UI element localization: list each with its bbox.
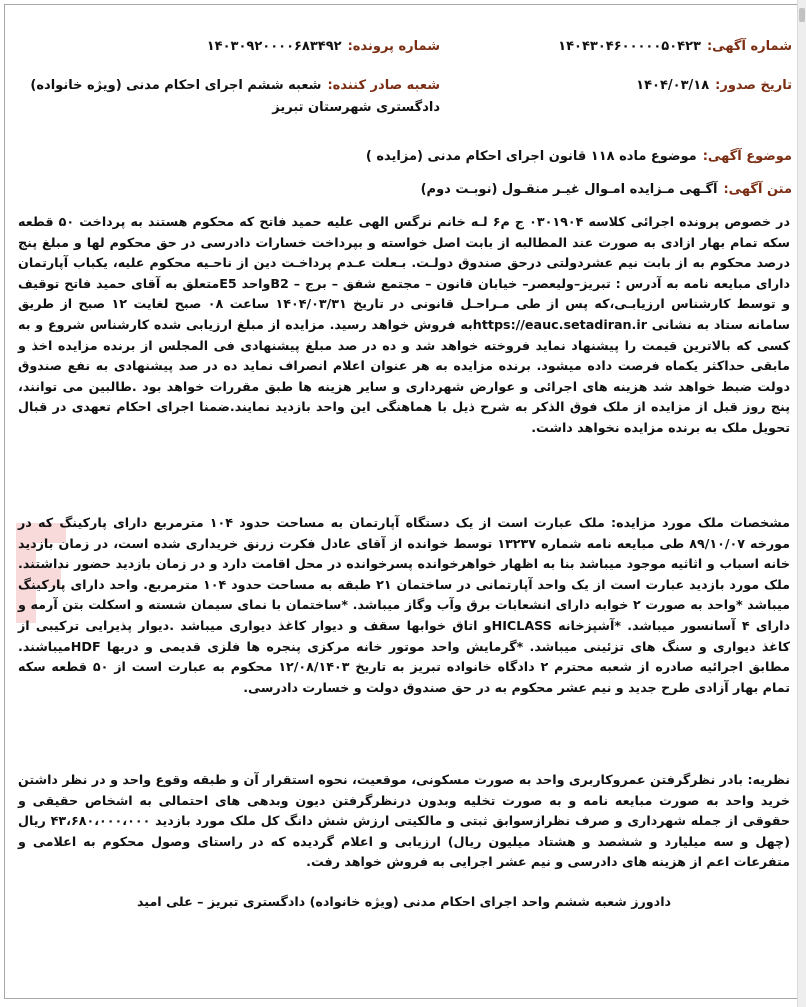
case-number xyxy=(207,37,440,57)
issuer-label: شعبه صادر کننده: xyxy=(327,78,440,93)
vertical-scrollbar[interactable] xyxy=(797,0,806,1007)
ad-number-label: شماره آگهی: xyxy=(706,39,792,54)
body-title-label: متن آگهی: xyxy=(723,182,792,197)
auction-paragraph xyxy=(18,212,790,439)
ad-number xyxy=(558,37,792,57)
subject-label: موضوع آگهی: xyxy=(702,149,792,164)
subject-value: موضوع ماده ۱۱۸ قانون اجرای احکام مدنی (مزایده ) xyxy=(365,149,697,164)
issuer-value: شعبه ششم اجرای احکام مدنی (ویژه خانواده) دادگستری شهرستان تبریز xyxy=(30,78,440,115)
issue-date-value: ۱۴۰۴/۰۳/۱۸ xyxy=(636,78,710,93)
case-number-value: ۱۴۰۳۰۹۲۰۰۰۰۶۸۳۴۹۲ xyxy=(206,39,342,54)
case-number-label: شماره پرونده: xyxy=(347,39,440,54)
subject xyxy=(366,147,792,167)
setad-link[interactable]: https://eauc.setadiran.ir xyxy=(472,316,647,332)
issuer xyxy=(20,75,440,119)
body-title-value: آگـهی مـزایده امـوال غیـر منقـول (نوبـت دوم) xyxy=(420,182,718,197)
issue-date xyxy=(636,76,792,96)
signature xyxy=(18,892,790,913)
issue-date-label: تاریخ صدور: xyxy=(715,78,792,93)
body-title xyxy=(421,180,792,200)
signature-text: دادورز شعبه ششم واحد اجرای احکام مدنی (ویژه خانواده) دادگستری تبریز – علی امید xyxy=(136,894,672,909)
valuation-text: نظریه: بادر نظرگرفتن عمروکاربری واحد به صورت مسکونی، موقعیت، نحوه استقرار آن و طبقه وقوع واحد و در نظر داشتن خرید واحد به صورت مبایعه نامه و به صورت تخلیه وبدون درنظرگرفتن دیون وبدهی های احتمالی به اشخاص حقیقی و حقوقی از جمله شهرداری و صرف نظرازسوابق ثبتی و مالکیتی ارزش شش دانگ کل ملک مورد بازدید ۴۳،۶۸۰،۰۰۰،۰۰۰ ریال (چهل و سه میلیارد و ششصد و هشتاد میلیون ریال) ارزیابی و اعلام گردیده که در راستای وصول محکوم به اعلامی و متفرعات اعم از هزینه های دادرسی و نیم عشر اجرایی به فروش خواهد رفت. xyxy=(18,772,790,870)
valuation-paragraph xyxy=(18,770,790,873)
scrollbar-thumb[interactable] xyxy=(799,8,805,22)
property-spec-text: مشخصات ملک مورد مزایده: ملک عبارت است از یک دستگاه آپارتمان به مساحت حدود ۱۰۴ مترمربع دارای پارکینگ که در مورخه ۸۹/۱۰/۰۷ طی مبایعه نامه شماره ۱۳۲۳۷ توسط خوانده از آقای عادل فکرت زرنق خریداری شده است، در زمان بازدید خانه اسباب و اثاثیه موجود میباشد بنا به اظهار خواهرخوانده پسرخوانده در محل اقامت دارد و در زمان بازدید حضور نداشتند. ملک مورد بازدید عبارت است از یک واحد آپارتمانی در ساختمان ۲۱ طبقه به مساحت حدود ۱۰۴ مترمربع. واحد دارای پارکینگ میباشد *واحد به صورت ۲ خوابه دارای انشعابات برق وآب وگاز میباشد. *ساختمان با نمای سیمان شسته و اسکلت بتن آرمه و دارای ۴ آسانسور میباشد. *آشپزخانه HICLASSو اتاق خوابها سقف و دیوار کاغذ دیواری میباشد .دیوار پذیرایی ترکیبی از کاغذ دیواری و سنگ های تزئینی میباشد. *گرمایش واحد موتور خانه مرکزی پنجره ها فلزی قدیمی و دربها HDFمیباشند. مطابق اجرائیه صادره از شعبه محترم ۲ دادگاه خانواده تبریز به تاریخ ۱۲/۰۸/۱۴۰۳ محکوم به عبارت است از ۵۰ قطعه سکه تمام بهار آزادی طرح جدید و نیم عشر محکوم به در حق صندوق دولت و خسارت دادرسی. xyxy=(18,515,790,695)
ad-number-value: ۱۴۰۴۳۰۴۶۰۰۰۰۰۵۰۴۲۳ xyxy=(558,39,701,54)
auction-text-start: در خصوص پرونده اجرائی کلاسه ۰۳۰۱۹۰۴ ج م‌۶ لـه خانم نرگس الهی علیه حمید فاتح که محکوم هستند به پرداخت ۵۰ قطعه سکه تمام بهار ازادی به صورت عند المطالبه از بابت اصل خواسته و بپرداخت خسارات دادرسی در حق محکوم لها و مبلغ پنج درصد محکوم به از بابت نیم عشردولتی درحق صندوق دولـت. بـعلت عـدم پرداخـت دین از ناحـیه محکوم علیه، یکباب آپارتمان دارای مبایعه نامه به آدرس : تبریز–ولیعصر– خیابان قانون – مجتمع شفق – برج – B2واحد E5متعلق به آقای حمید فاتح توقیف و توسط کارشناس ارزیابـی،که پس از طی مـراحـل قانونی در تاریخ ۱۴۰۴/۰۳/۳۱ ساعت ۰۸ صبح لغایت ۱۲ صبح از طریق سامانه ستاد به نشانی xyxy=(18,214,790,332)
property-spec-paragraph xyxy=(18,513,790,698)
auction-text-end: به فروش خواهد رسید. مزایده از مبلغ ارزیابی شده کارشناس شروع و به کسی که بالاترین قیمت را پیشنهاد نماید فروخته خواهد شد و ده در صد مبلغ پیشنهادی فی المجلس از برنده مزایده اخذ و مابقی حداکثر یکماه فرصت داده میشود. برنده مزایده به هر عنوان اعلام انصراف نماید ده در صد پیشنهادی به نفع صندوق دولت ضبط خواهد شد هزینه های اجرائی و عوارض شهرداری و سایر هزینه ها طبق مقررات خواهد بود .طالبین می توانند، پنج روز قبل از مزایده از ملک فوق الذکر به شرح ذیل با هماهنگی این واحد بازدید نمایند.ضمنا اجرای احکام تعهدی در قبال تحویل ملک به برنده مزایده نخواهد داشت. xyxy=(18,316,790,435)
